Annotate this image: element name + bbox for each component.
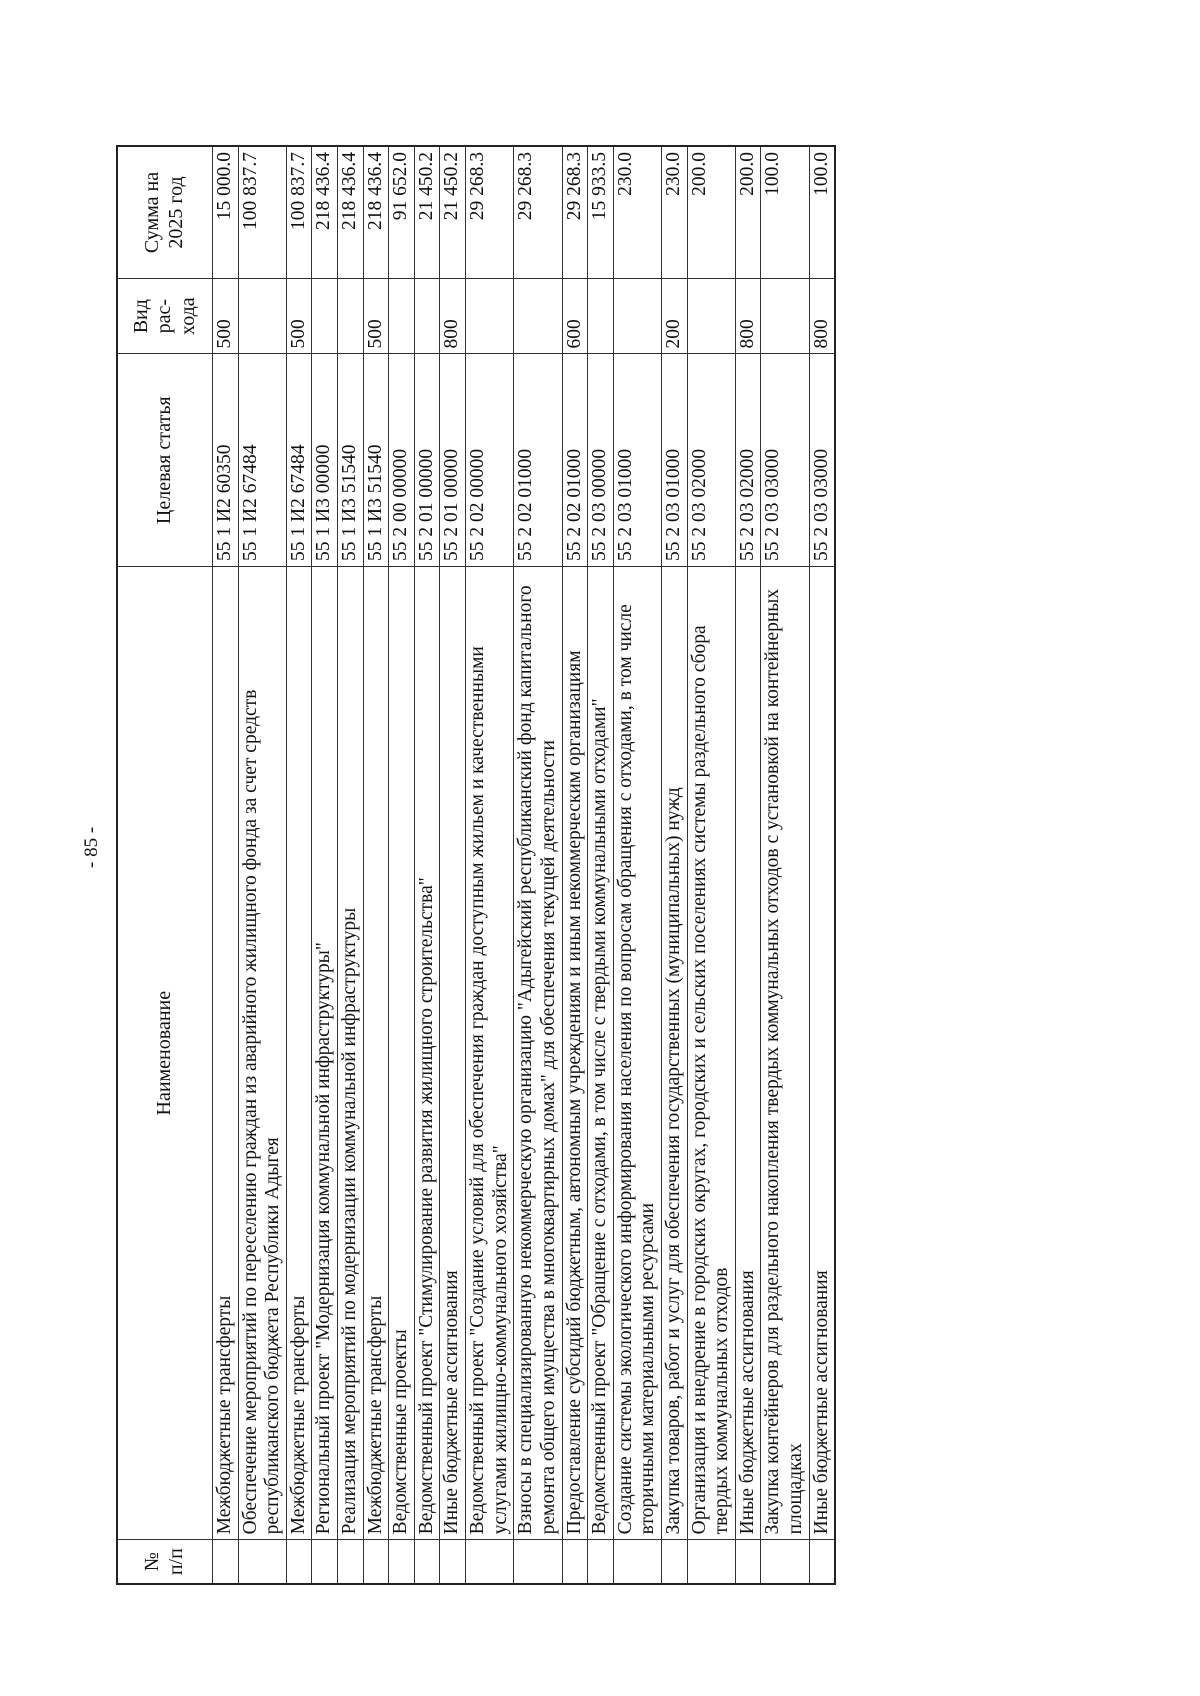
cell-sum: 200.0	[687, 146, 735, 278]
cell-num	[440, 1540, 466, 1584]
cell-name: Межбюджетные трансферты	[286, 567, 312, 1540]
cell-name: Создание системы экологического информирования населения по вопросам обращения с отходами, в том числе вторичными материальными ресурсами	[613, 567, 661, 1540]
table-row	[809, 146, 835, 1584]
cell-sum: 230.0	[613, 146, 661, 278]
cell-name: Организация и внедрение в городских округах, городских и сельских поселениях системы раздельного сбора твердых коммунальных отходов	[687, 567, 735, 1540]
header-num: № п/п	[117, 1540, 213, 1584]
cell-type	[312, 278, 338, 354]
cell-code: 55 2 03 02000	[735, 354, 761, 567]
table-row	[466, 146, 514, 1584]
cell-code: 55 1 И3 51540	[338, 354, 364, 567]
cell-name: Межбюджетные трансферты	[213, 567, 239, 1540]
cell-num	[809, 1540, 835, 1584]
table-row	[588, 146, 614, 1584]
cell-code: 55 1 И2 60350	[213, 354, 239, 567]
cell-sum: 29 268.3	[466, 146, 514, 278]
cell-code: 55 2 03 03000	[761, 354, 809, 567]
cell-num	[389, 1540, 415, 1584]
cell-code: 55 1 И2 67484	[238, 354, 286, 567]
cell-num	[286, 1540, 312, 1584]
table-row	[414, 146, 440, 1584]
cell-code: 55 2 02 01000	[562, 354, 588, 567]
cell-sum: 91 652.0	[389, 146, 415, 278]
cell-sum: 15 000.0	[213, 146, 239, 278]
cell-code: 55 2 03 01000	[613, 354, 661, 567]
cell-type: 800	[735, 278, 761, 354]
cell-num	[466, 1540, 514, 1584]
cell-num	[735, 1540, 761, 1584]
table-header-row	[117, 146, 213, 1584]
table-row	[389, 146, 415, 1584]
header-code: Целевая статья	[117, 354, 213, 567]
cell-type	[389, 278, 415, 354]
cell-code: 55 2 03 00000	[588, 354, 614, 567]
cell-name: Закупка контейнеров для раздельного накопления твердых коммунальных отходов с установкой на контейнерных площадках	[761, 567, 809, 1540]
cell-type	[761, 278, 809, 354]
cell-name: Иные бюджетные ассигнования	[809, 567, 835, 1540]
cell-type: 500	[363, 278, 389, 354]
cell-sum: 21 450.2	[414, 146, 440, 278]
cell-name: Ведомственный проект "Создание условий для обеспечения граждан доступным жильем и качественными услугами жилищно-коммунального хозяйства"	[466, 567, 514, 1540]
cell-type	[466, 278, 514, 354]
table-row	[440, 146, 466, 1584]
cell-code: 55 1 И2 67484	[286, 354, 312, 567]
cell-code: 55 2 03 03000	[809, 354, 835, 567]
cell-sum: 218 436.4	[312, 146, 338, 278]
table-row	[562, 146, 588, 1584]
cell-code: 55 2 02 00000	[466, 354, 514, 567]
cell-type	[514, 278, 562, 354]
cell-code: 55 2 03 02000	[687, 354, 735, 567]
cell-num	[687, 1540, 735, 1584]
cell-name: Обеспечение мероприятий по переселению граждан из аварийного жилищного фонда за счет средств республиканского бюджета Республики Адыгея	[238, 567, 286, 1540]
cell-sum: 100.0	[809, 146, 835, 278]
cell-name: Реализация мероприятий по модернизации коммунальной инфраструктуры	[338, 567, 364, 1540]
cell-num	[514, 1540, 562, 1584]
cell-sum: 29 268.3	[562, 146, 588, 278]
cell-code: 55 1 И3 00000	[312, 354, 338, 567]
cell-sum: 100.0	[761, 146, 809, 278]
cell-num	[363, 1540, 389, 1584]
cell-type: 500	[286, 278, 312, 354]
cell-sum: 230.0	[661, 146, 687, 278]
cell-code: 55 2 03 01000	[661, 354, 687, 567]
cell-code: 55 2 01 00000	[440, 354, 466, 567]
cell-sum: 29 268.3	[514, 146, 562, 278]
cell-type: 200	[661, 278, 687, 354]
table-row	[661, 146, 687, 1584]
cell-sum: 15 933.5	[588, 146, 614, 278]
header-type: Вид рас-хода	[117, 278, 213, 354]
cell-code: 55 2 01 00000	[414, 354, 440, 567]
cell-num	[761, 1540, 809, 1584]
header-name: Наименование	[117, 567, 213, 1540]
cell-num	[588, 1540, 614, 1584]
cell-name: Ведомственный проект "Обращение с отходами, в том числе с твердыми коммунальными отходами"	[588, 567, 614, 1540]
table-row	[514, 146, 562, 1584]
table-row	[312, 146, 338, 1584]
cell-sum: 218 436.4	[338, 146, 364, 278]
cell-num	[613, 1540, 661, 1584]
table-row	[338, 146, 364, 1584]
cell-type: 500	[213, 278, 239, 354]
cell-name: Ведомственные проекты	[389, 567, 415, 1540]
cell-sum: 100 837.7	[238, 146, 286, 278]
table-body	[213, 146, 836, 1584]
header-sum: Сумма на 2025 год	[117, 146, 213, 278]
cell-num	[238, 1540, 286, 1584]
cell-name: Предоставление субсидий бюджетным, автономным учреждениям и иным некоммерческим организациям	[562, 567, 588, 1540]
cell-type	[613, 278, 661, 354]
cell-sum: 21 450.2	[440, 146, 466, 278]
cell-num	[661, 1540, 687, 1584]
page-number: - 85 -	[81, 826, 102, 868]
cell-name: Взносы в специализированную некоммерческую организацию "Адыгейский республиканский фонд капитального ремонта общего имущества в многоквартирных домах" для обеспечения текущей деятельности	[514, 567, 562, 1540]
cell-sum: 100 837.7	[286, 146, 312, 278]
budget-table	[116, 145, 836, 1585]
cell-name: Региональный проект "Модернизация коммунальной инфраструктуры"	[312, 567, 338, 1540]
rotated-page-content	[116, 145, 1061, 1585]
cell-name: Ведомственный проект "Стимулирование развития жилищного строительства"	[414, 567, 440, 1540]
cell-name: Иные бюджетные ассигнования	[440, 567, 466, 1540]
cell-type	[414, 278, 440, 354]
cell-name: Межбюджетные трансферты	[363, 567, 389, 1540]
table-row	[238, 146, 286, 1584]
cell-type: 600	[562, 278, 588, 354]
table-row	[613, 146, 661, 1584]
cell-sum: 218 436.4	[363, 146, 389, 278]
cell-name: Закупка товаров, работ и услуг для обеспечения государственных (муниципальных) нужд	[661, 567, 687, 1540]
cell-num	[414, 1540, 440, 1584]
cell-sum: 200.0	[735, 146, 761, 278]
table-row	[735, 146, 761, 1584]
cell-num	[338, 1540, 364, 1584]
table-row	[213, 146, 239, 1584]
cell-type	[338, 278, 364, 354]
table-row	[286, 146, 312, 1584]
table-row	[363, 146, 389, 1584]
cell-type: 800	[809, 278, 835, 354]
cell-type: 800	[440, 278, 466, 354]
cell-name: Иные бюджетные ассигнования	[735, 567, 761, 1540]
cell-num	[562, 1540, 588, 1584]
table-row	[761, 146, 809, 1584]
cell-num	[312, 1540, 338, 1584]
cell-type	[687, 278, 735, 354]
table-row	[687, 146, 735, 1584]
cell-num	[213, 1540, 239, 1584]
cell-code: 55 2 02 01000	[514, 354, 562, 567]
cell-code: 55 2 00 00000	[389, 354, 415, 567]
cell-type	[238, 278, 286, 354]
cell-code: 55 1 И3 51540	[363, 354, 389, 567]
cell-type	[588, 278, 614, 354]
